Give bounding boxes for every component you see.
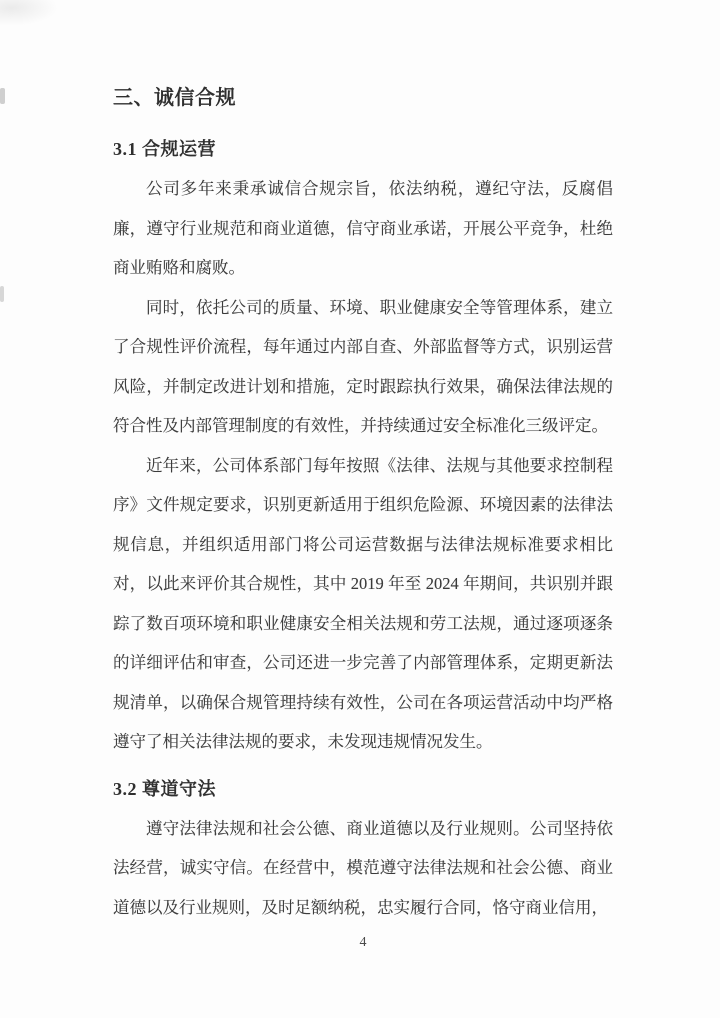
paragraph-management-system: 同时，依托公司的质量、环境、职业健康安全等管理体系，建立了合规性评价流程，每年通过内部自查、外部监督等方式，识别运营风险，并制定改进计划和措施，定时跟踪执行效果，确保法律法规的符合性及内部管理制度的有效性，并持续通过安全标准化三级评定。 [113, 297, 613, 435]
scan-artifact-corner [0, 0, 58, 26]
scan-artifact-edge [0, 286, 4, 302]
paragraph-legal-review: 近年来，公司体系部门每年按照《法律、法规与其他要求控制程序》文件规定要求，识别更新适用于组织危险源、环境因素的法律法规信息，并组织适用部门将公司运营数据与法律法规标准要求相比对，以此来评价其合规性，其中 2019 年至 2024 年期间，共识别并跟踪了数百项环境和职业健康安全相关法规和劳工法规，通过逐项逐条的详细评估和审查，公司还进一步完善了内部管理体系，定期更新法规清单，以确保合规管理持续有效性，公司在各项运营活动中均严格遵守了相关法律法规的要求，未发现违规情况发生。 [113, 455, 613, 751]
section-title-3-2: 3.2 尊道守法 [113, 778, 216, 799]
scan-artifact-edge [0, 88, 5, 104]
paragraph-law-abiding: 遵守法律法规和社会公德、商业道德以及行业规则。公司坚持依法经营，诚实守信。在经营中，模范遵守法律法规和社会公德、商业道德以及行业规则，及时足额纳税，忠实履行合同，恪守商业信用， [113, 818, 613, 917]
paragraph-compliance-principles: 公司多年来秉承诚信合规宗旨，依法纳税，遵纪守法，反腐倡廉，遵守行业规范和商业道德，信守商业承诺，开展公平竞争，杜绝商业贿赂和腐败。 [113, 179, 613, 277]
page-number: 4 [359, 935, 367, 950]
chapter-heading: 三、诚信合规 [113, 87, 236, 109]
section-title-3-1: 3.1 合规运营 [113, 139, 216, 159]
